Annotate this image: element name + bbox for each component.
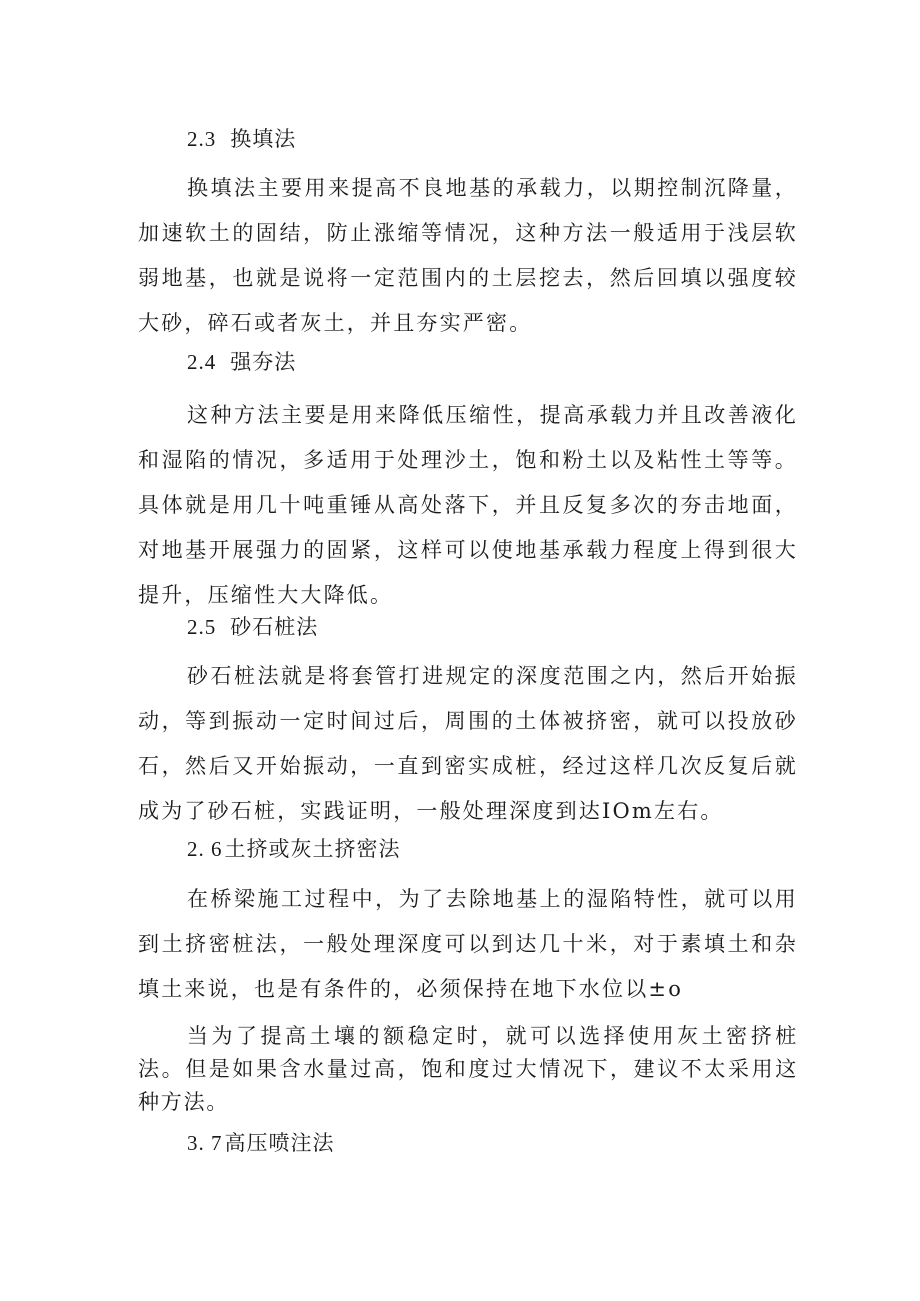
section-number: 2.5 [187, 615, 217, 639]
section-number: 2.3 [187, 127, 217, 151]
paragraph: 在桥梁施工过程中，为了去除地基上的湿陷特性，就可以用到土挤密桩法，一般处理深度可以到达几十米，对于素填土和杂填土来说，也是有条件的，必须保持在地下水位以±o [138, 887, 798, 1001]
section-number: 2.4 [187, 350, 217, 374]
section-heading-2-6 [187, 834, 401, 864]
paragraph: 换填法主要用来提高不良地基的承载力，以期控制沉降量，加速软土的固结，防止涨缩等情况，这种方法一般适用于浅层软弱地基，也就是说将一定范围内的土层挖去，然后回填以强度较大砂，碎石或者灰土，并且夯实严密。 [138, 176, 798, 335]
paragraph: 砂石桩法就是将套管打进规定的深度范围之内，然后开始振动，等到振动一定时间过后，周围的土体被挤密，就可以投放砂石，然后又开始振动，一直到密实成桩，经过这样几次反复后就成为了砂石桩，实践证明，一般处理深度到达IOm左右。 [138, 664, 798, 823]
section-title: 土挤或灰土挤密法 [224, 837, 401, 861]
section-title: 砂石桩法 [230, 615, 319, 639]
section-title: 强夯法 [230, 350, 297, 374]
section-heading-2-5 [187, 612, 318, 642]
section-heading-3-7 [187, 1128, 335, 1158]
section-heading-2-4 [187, 347, 296, 377]
section-number: 3. 7 [187, 1131, 223, 1155]
section-heading-2-3 [187, 124, 296, 154]
paragraph: 这种方法主要是用来降低压缩性，提高承载力并且改善液化和湿陷的情况，多适用于处理沙土，饱和粉土以及粘性土等等。具体就是用几十吨重锤从高处落下，并且反复多次的夯击地面，对地基开展强力的固紧，这样可以使地基承载力程度上得到很大提升，压缩性大大降低。 [138, 403, 798, 607]
section-number: 2. 6 [187, 837, 223, 861]
paragraph: 当为了提高土壤的额稳定时，就可以选择使用灰土密挤桩法。但是如果含水量过高，饱和度过大情况下，建议不太采用这种方法。 [138, 1024, 798, 1114]
section-title: 换填法 [230, 127, 297, 151]
section-title: 高压喷注法 [224, 1131, 335, 1155]
